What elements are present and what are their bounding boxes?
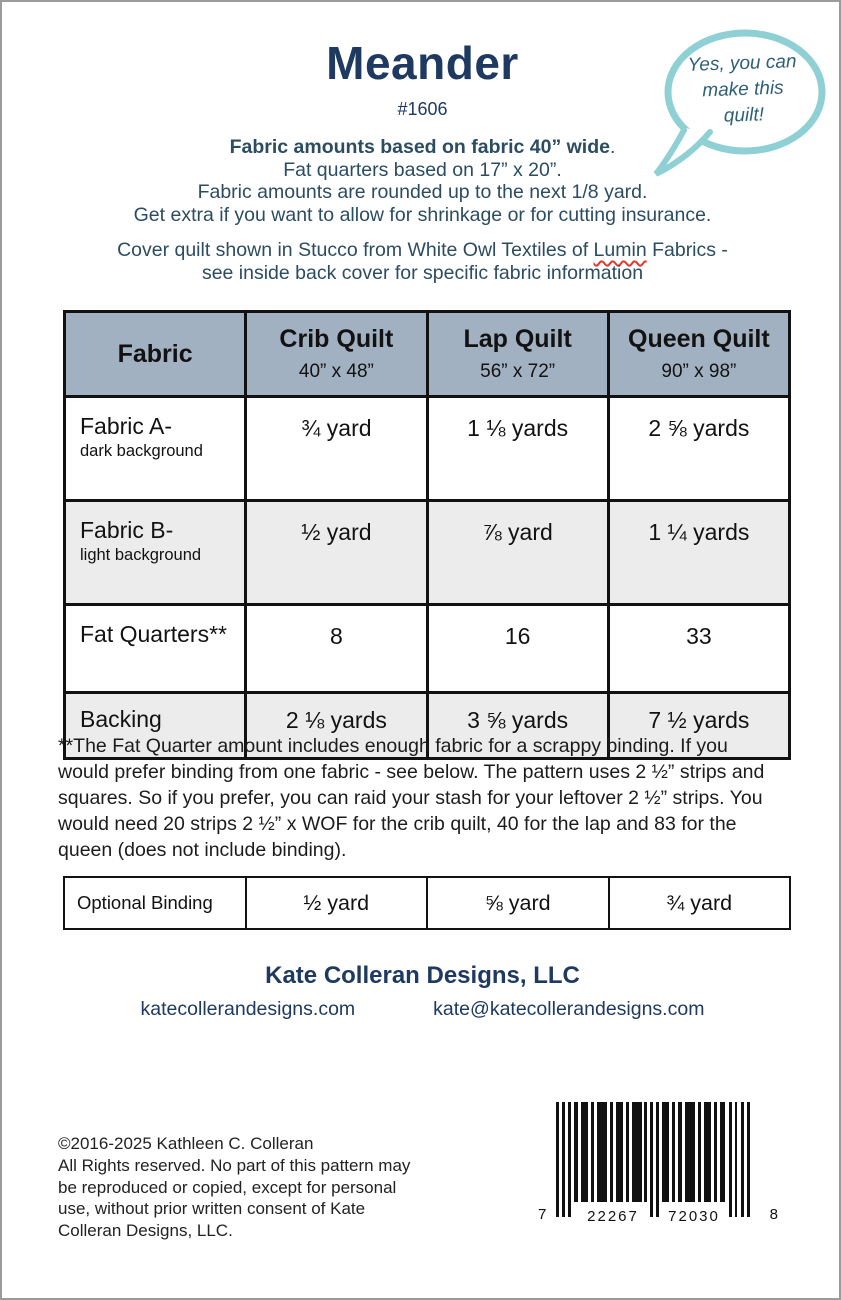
cover-note-prefix: Cover quilt shown in Stucco from White Owl Textiles of <box>117 239 594 261</box>
cell-lap: ⅞ yard <box>427 501 608 605</box>
spellcheck-word: Lumin <box>593 239 647 261</box>
cell-queen: 1 ¼ yards <box>608 501 789 605</box>
note-line: would need 20 strips 2 ½” x WOF for the crib quilt, 40 for the lap and 83 for the <box>58 813 737 835</box>
copyright-line: All Rights reserved. No part of this pattern may <box>58 1155 411 1175</box>
header-crib-quilt: Crib Quilt 40” x 48” <box>246 312 427 397</box>
pattern-number: #1606 <box>397 99 448 119</box>
speech-bubble-text <box>661 48 826 132</box>
optional-binding-table <box>63 876 791 930</box>
company-name: Kate Colleran Designs, LLC <box>265 962 580 989</box>
fabric-note-tail: . <box>609 136 616 158</box>
cover-quilt-note-line <box>2 239 841 262</box>
binding-crib: ½ yard <box>246 877 428 929</box>
copyright-line: use, without prior written consent of Kate <box>58 1199 366 1219</box>
bubble-line: quilt! <box>723 104 765 127</box>
copyright-line: ©2016-2025 Kathleen C. Colleran <box>58 1134 314 1153</box>
cell-crib: 2 ⅛ yards <box>246 693 427 759</box>
row-label: Fabric A- dark background <box>65 397 246 501</box>
cell-lap: 1 ⅛ yards <box>427 397 608 501</box>
binding-lap: ⅝ yard <box>427 877 609 929</box>
fabric-note-line: Fabric amounts are rounded up to the next 1/8 yard. <box>197 181 648 203</box>
copyright-line: be reproduced or copied, except for personal <box>58 1177 397 1197</box>
fabric-requirements-table <box>63 310 791 760</box>
cell-queen: 33 <box>608 605 789 693</box>
note-line: queen (does not include binding). <box>58 839 347 861</box>
contact-links <box>2 998 841 1021</box>
table-row-fat-quarters <box>65 605 790 693</box>
note-line: squares. So if you prefer, you can raid your stash for your leftover 2 ½” strips. You <box>58 787 763 809</box>
cell-crib: ¾ yard <box>246 397 427 501</box>
cell-crib: ½ yard <box>246 501 427 605</box>
table-row-fabric-a <box>65 397 790 501</box>
barcode-digit-right: 8 <box>769 1206 780 1223</box>
binding-row <box>64 877 790 929</box>
header-lap-quilt: Lap Quilt 56” x 72” <box>427 312 608 397</box>
fat-quarter-note <box>58 733 800 863</box>
binding-label: Optional Binding <box>64 877 246 929</box>
copyright-line: Colleran Designs, LLC. <box>58 1221 233 1241</box>
bubble-line: make this <box>701 77 784 102</box>
barcode-digits-group1: 22267 <box>587 1208 639 1225</box>
cell-lap: 16 <box>427 605 608 693</box>
fabric-note-line <box>2 136 841 159</box>
cover-note-suffix: Fabrics - <box>646 239 728 261</box>
barcode-bars <box>556 1102 754 1220</box>
barcode-digit-left: 7 <box>538 1206 549 1223</box>
cell-crib: 8 <box>246 605 427 693</box>
note-line: would prefer binding from one fabric - see below. The pattern uses 2 ½” strips and <box>58 761 765 783</box>
note-line: **The Fat Quarter amount includes enough fabric for a scrappy binding. If you <box>58 735 728 757</box>
row-label: Backing <box>65 693 246 759</box>
fabric-note-line: Get extra if you want to allow for shrinkage or for cutting insurance. <box>133 203 712 226</box>
cell-queen: 7 ½ yards <box>608 693 789 759</box>
email-text: kate@katecollerandesigns.com <box>433 998 705 1020</box>
fabric-note-bold: Fabric amounts based on fabric 40” wide <box>229 136 610 158</box>
fabric-note-line: Fat quarters based on 17” x 20”. <box>283 158 562 181</box>
cover-quilt-note-line: see inside back cover for specific fabric information <box>201 262 644 284</box>
page-title: Meander <box>326 37 519 89</box>
bubble-line: Yes, you can <box>687 51 797 76</box>
barcode-digits-group2: 72030 <box>668 1208 720 1225</box>
row-label: Fat Quarters** <box>65 605 246 693</box>
barcode <box>538 1102 782 1230</box>
table-row-fabric-b <box>65 501 790 605</box>
cell-lap: 3 ⅝ yards <box>427 693 608 759</box>
cell-queen: 2 ⅝ yards <box>608 397 789 501</box>
header-queen-quilt: Queen Quilt 90” x 98” <box>608 312 789 397</box>
table-header-row <box>65 312 790 397</box>
copyright-notice <box>58 1133 410 1242</box>
cover-quilt-note <box>2 239 841 285</box>
row-label: Fabric B- light background <box>65 501 246 605</box>
binding-queen: ¾ yard <box>609 877 791 929</box>
fabric-notes <box>2 136 841 226</box>
website-text: katecollerandesigns.com <box>140 998 356 1020</box>
header-fabric: Fabric <box>65 312 246 397</box>
